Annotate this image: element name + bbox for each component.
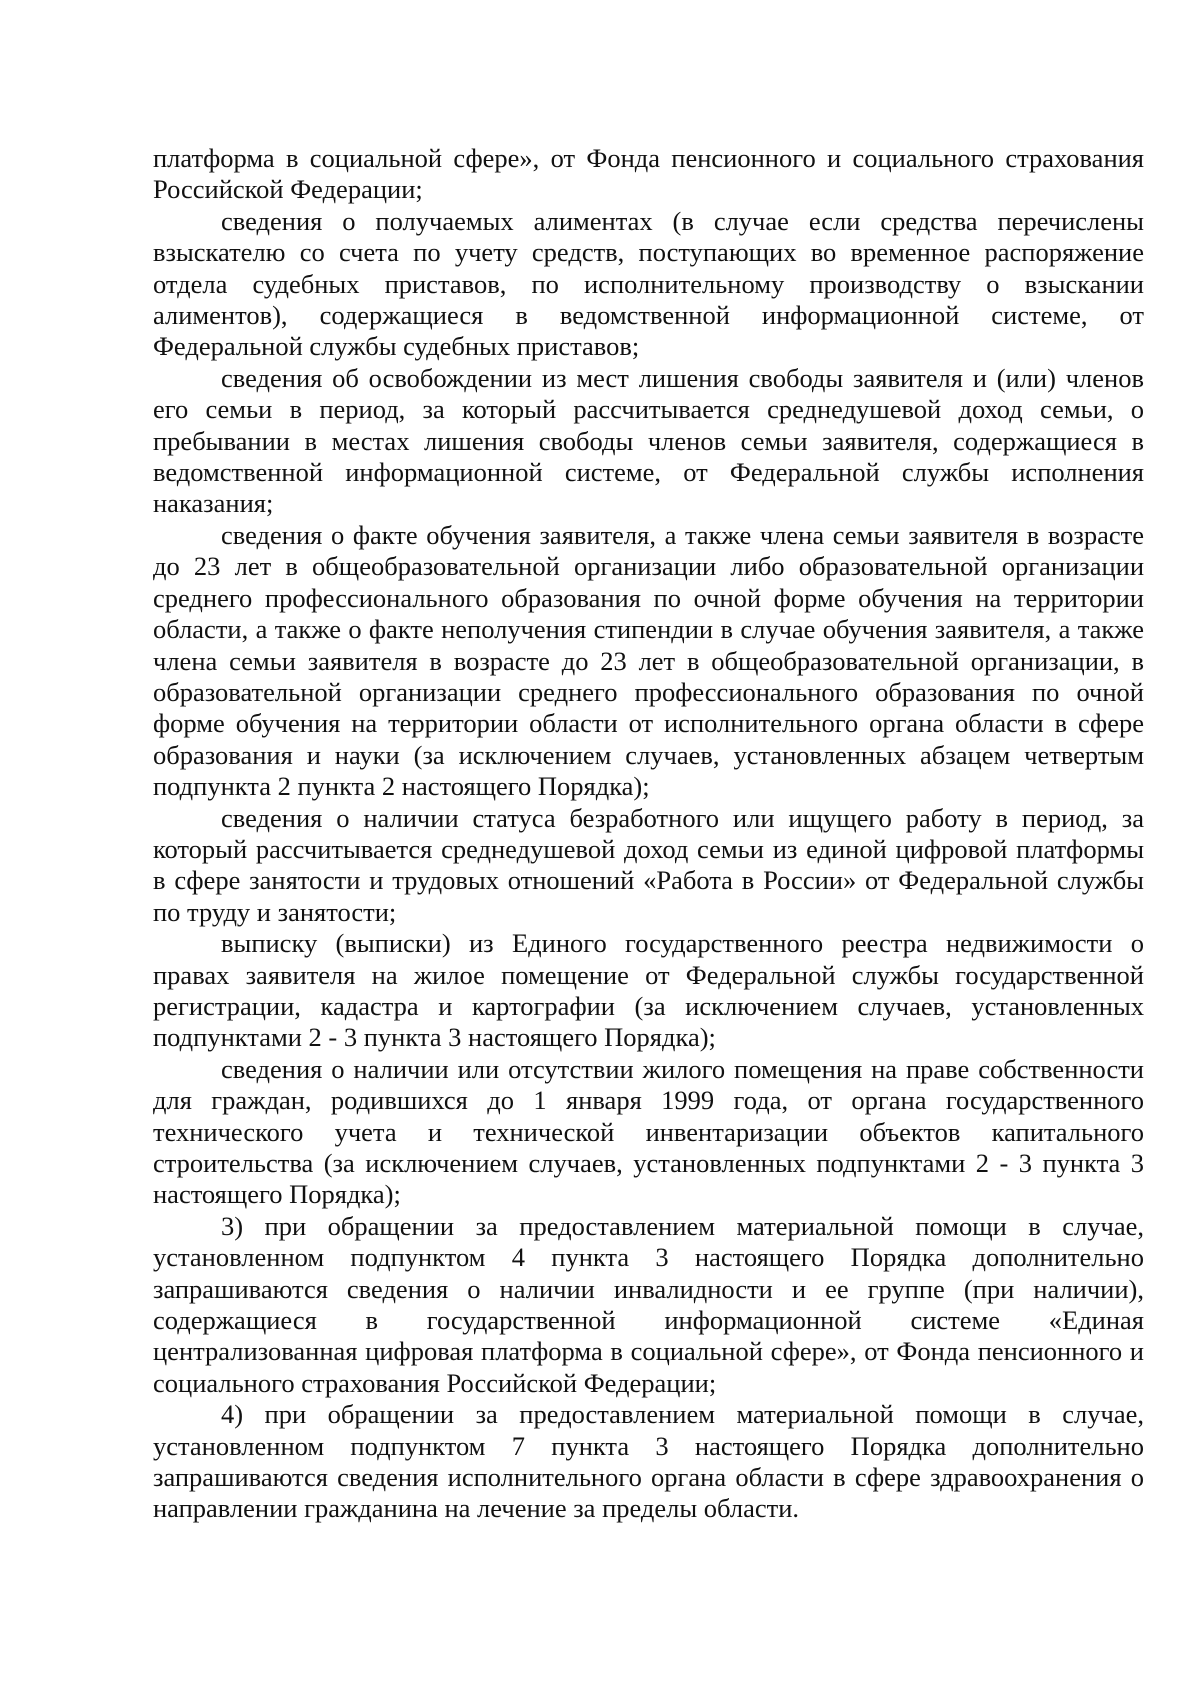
paragraph-housing-ownership: сведения о наличии или отсутствии жилого помещения на праве собственности для граждан, родившихся до 1 января 1999 года, от органа государственного технического учета и технической инвентаризации объектов капитального строительства (за исключением случаев, установленных подпунктами 2 - 3 пункта 3 настоящего Порядка); xyxy=(153,1053,1144,1210)
paragraph-unemployment: сведения о наличии статуса безработного или ищущего работу в период, за который рассчитывается среднедушевой доход семьи из единой цифровой платформы в сфере занятости и трудовых отношений «Работа в России» от Федеральной службы по труду и занятости; xyxy=(153,802,1144,927)
document-body xyxy=(153,143,1144,1525)
paragraph-item-3: 3) при обращении за предоставлением материальной помощи в случае, установленном подпунктом 4 пункта 3 настоящего Порядка дополнительно запрашиваются сведения о наличии инвалидности и ее группе (при наличии), содержащиеся в государственной информационной системе «Единая централизованная цифровая платформа в социальной сфере», от Фонда пенсионного и социального страхования Российской Федерации; xyxy=(153,1210,1144,1398)
paragraph-continuation: платформа в социальной сфере», от Фонда пенсионного и социального страхования Российской Федерации; xyxy=(153,143,1144,205)
paragraph-release-from-prison: сведения об освобождении из мест лишения свободы заявителя и (или) членов его семьи в период, за который рассчитывается среднедушевой доход семьи, о пребывании в местах лишения свободы членов семьи заявителя, содержащиеся в ведомственной информационной системе, от Федеральной службы исполнения наказания; xyxy=(153,362,1144,519)
paragraph-real-estate-extract: выписку (выписки) из Единого государственного реестра недвижимости о правах заявителя на жилое помещение от Федеральной службы государственной регистрации, кадастра и картографии (за исключением случаев, установленных подпунктами 2 - 3 пункта 3 настоящего Порядка); xyxy=(153,928,1144,1053)
paragraph-education: сведения о факте обучения заявителя, а также члена семьи заявителя в возрасте до 23 лет в общеобразовательной организации либо образовательной организации среднего профессионального образования по очной форме обучения на территории области, а также о факте неполучения стипендии в случае обучения заявителя, а также члена семьи заявителя в возрасте до 23 лет в общеобразовательной организации, в образовательной организации среднего профессионального образования по очной форме обучения на территории области от исполнительного органа области в сфере образования и науки (за исключением случаев, установленных абзацем четвертым подпункта 2 пункта 2 настоящего Порядка); xyxy=(153,519,1144,802)
paragraph-alimony: сведения о получаемых алиментах (в случае если средства перечислены взыскателю со счета по учету средств, поступающих во временное распоряжение отдела судебных приставов, по исполнительному производству о взыскании алиментов), содержащиеся в ведомственной информационной системе, от Федеральной службы судебных приставов; xyxy=(153,205,1144,362)
paragraph-item-4: 4) при обращении за предоставлением материальной помощи в случае, установленном подпунктом 7 пункта 3 настоящего Порядка дополнительно запрашиваются сведения исполнительного органа области в сфере здравоохранения о направлении гражданина на лечение за пределы области. xyxy=(153,1399,1144,1524)
